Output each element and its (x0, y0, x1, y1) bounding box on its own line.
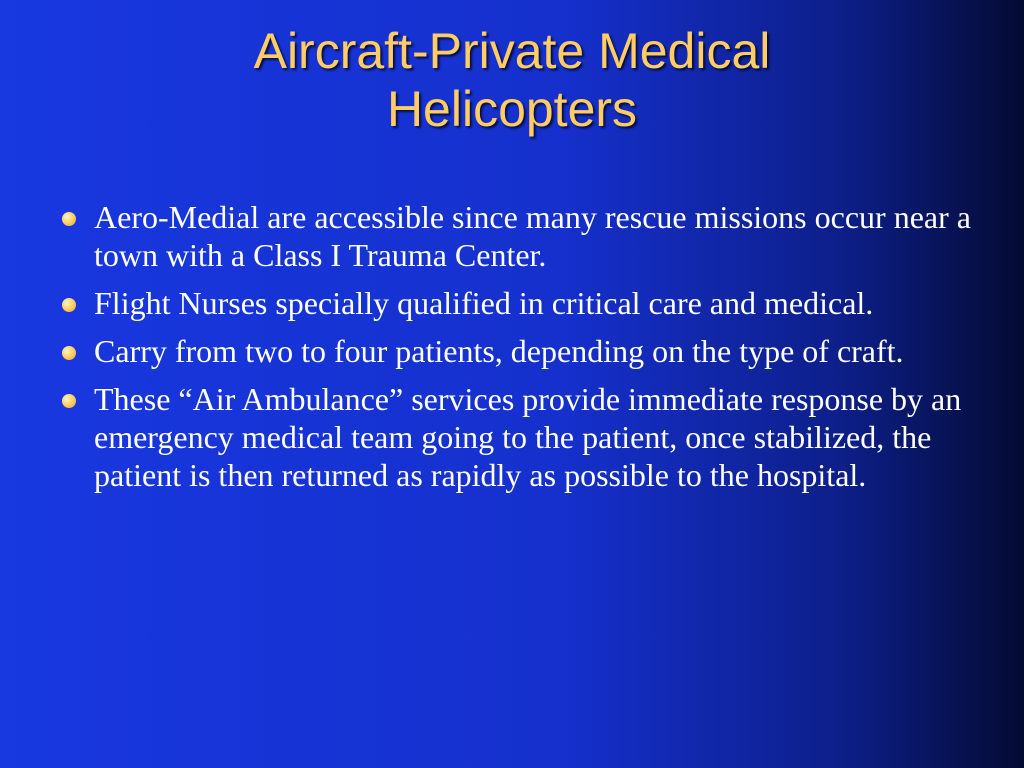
slide-title-line-1: Aircraft-Private Medical (253, 23, 771, 79)
bullet-dot-icon (62, 346, 76, 360)
bullet-text: These “Air Ambulance” services provide immediate response by an emergency medical team going to the patient, once stabilized, the patient is then returned as rapidly as possible to the hospital. (94, 381, 962, 493)
bullet-dot-icon (62, 212, 76, 226)
bullet-list (56, 198, 976, 504)
bullet-dot-icon (62, 298, 76, 312)
bullet-item (56, 198, 976, 274)
slide-title (60, 22, 964, 138)
bullet-dot-icon (62, 394, 76, 408)
bullet-text: Flight Nurses specially qualified in critical care and medical. (94, 285, 874, 321)
bullet-item (56, 380, 976, 494)
bullet-item (56, 284, 976, 322)
bullet-text: Aero-Medial are accessible since many rescue missions occur near a town with a Class I Trauma Center. (94, 199, 971, 273)
bullet-item (56, 332, 976, 370)
slide-title-line-2: Helicopters (386, 81, 638, 137)
bullet-text: Carry from two to four patients, depending on the type of craft. (94, 333, 904, 369)
